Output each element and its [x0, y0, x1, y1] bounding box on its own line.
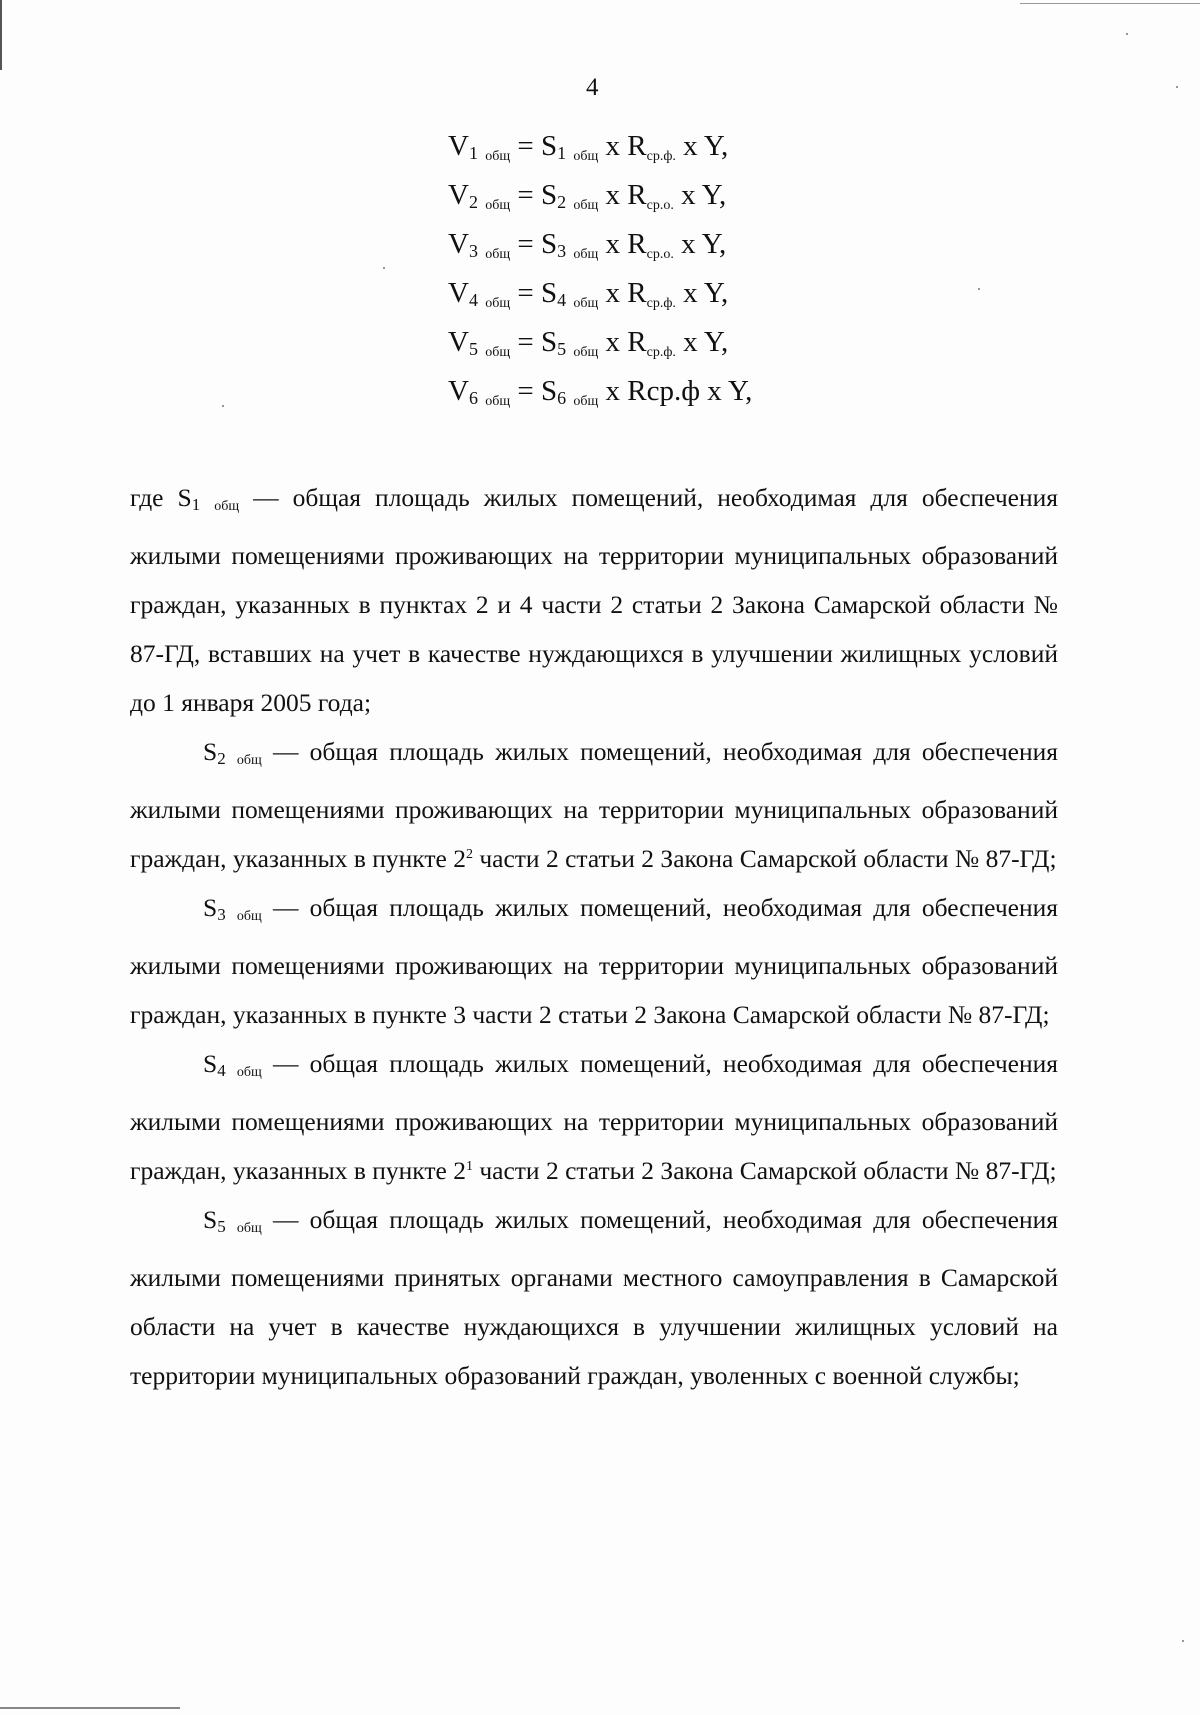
scan-speck — [1126, 33, 1128, 35]
definition-paragraph — [130, 473, 1058, 727]
formula-lhs-symbol: V — [448, 326, 469, 358]
formula-r-symbol: R — [627, 130, 647, 162]
definition-symbol-index: 2 — [217, 749, 226, 768]
formula-tail: x Y, — [673, 228, 727, 260]
scan-edge-top-right — [1020, 3, 1200, 4]
definition-text: — общая площадь жилых помещений, необходимая для обеспечения жилыми помещениями проживающих на территории муниципальных образований граждан, указанных в пункте 2 — [130, 737, 1058, 873]
formula-s-index: 5 — [557, 339, 567, 359]
definition-paragraph — [130, 1195, 1058, 1400]
definition-symbol-sub: общ — [214, 499, 240, 514]
definition-symbol-sub: общ — [236, 909, 262, 924]
definition-paragraph — [130, 727, 1058, 883]
formula-line: V3 $_{общ}$ = S3 $_{общ}$ x $R_{ср.о.}$ x Y, — [448, 228, 727, 262]
formula-r-symbol: Rср.ф — [627, 375, 701, 407]
scan-speck — [1182, 1640, 1184, 1642]
definition-symbol-index: 4 — [217, 1061, 226, 1080]
definition-symbol: S — [203, 737, 218, 766]
scan-edge-bottom-left — [0, 1707, 180, 1709]
scan-speck — [1176, 86, 1178, 88]
formula-r-sub: ср.о. — [646, 198, 674, 213]
definition-symbol-index: 1 — [191, 495, 201, 514]
formula-lhs-symbol: V — [448, 375, 469, 407]
formula-tail: x Y, — [675, 130, 729, 162]
formula-s-index: 1 — [557, 143, 567, 163]
formula-r-symbol: R — [627, 228, 647, 260]
definition-text: — общая площадь жилых помещений, необходимая для обеспечения жилыми помещениями проживающих на территории муниципальных образований граждан, указанных в пункте 3 части 2 статьи 2 Закона Самарской области № 87-ГД; — [130, 893, 1058, 1029]
formula-lhs-symbol: V — [448, 277, 469, 309]
formula-lhs-index: 1 — [468, 143, 478, 163]
formula-s-sub: общ — [573, 198, 599, 213]
formula-lhs-symbol: V — [448, 130, 469, 162]
definition-symbol-sub: общ — [236, 1221, 262, 1236]
formula-s-index: 6 — [557, 388, 567, 408]
formula-s-sub: общ — [573, 149, 599, 164]
definition-symbol-sub: общ — [236, 753, 262, 768]
formula-lhs-symbol: V — [448, 228, 469, 260]
definition-superscript: 2 — [465, 847, 473, 862]
formula-s-symbol: S — [540, 228, 558, 260]
formula-s-sub: общ — [573, 394, 599, 409]
scan-speck — [978, 288, 980, 290]
definition-text: — общая площадь жилых помещений, необходимая для обеспечения жилыми помещениями принятых органами местного самоуправления в Самарской области на учет в качестве нуждающихся в улучшении жилищных условий на территории муниципальных образований граждан, уволенных с военной службы; — [130, 1205, 1058, 1390]
formula-s-symbol: S — [540, 179, 558, 211]
formula-line: V4 $_{общ}$ = S4 $_{общ}$ x $R_{ср.ф.}$ x Y, — [448, 277, 729, 311]
formula-r-symbol: R — [627, 277, 647, 309]
formula-s-sub: общ — [573, 296, 599, 311]
formula-line: V6 $_{общ}$ = S6 $_{общ}$ x Rср.ф x Y, — [448, 375, 753, 409]
definition-symbol-index: 5 — [217, 1217, 226, 1236]
formula-s-index: 4 — [557, 290, 567, 310]
definition-symbol: S — [203, 1205, 218, 1234]
definition-symbol: S — [203, 1049, 218, 1078]
formula-lhs-sub: общ — [485, 247, 511, 262]
scan-speck — [383, 267, 385, 269]
definitions-section — [130, 473, 1058, 1400]
definition-text-tail: части 2 статьи 2 Закона Самарской области № 87-ГД; — [472, 844, 1057, 873]
formula-s-index: 3 — [557, 241, 567, 261]
scan-edge-left — [0, 0, 2, 70]
formula-line: V5 $_{общ}$ = S5 $_{общ}$ x $R_{ср.ф.}$ x Y, — [448, 326, 729, 360]
formula-r-symbol: R — [627, 326, 647, 358]
formula-lhs-index: 2 — [468, 192, 478, 212]
formula-lhs-index: 3 — [468, 241, 478, 261]
definition-symbol-index: 3 — [217, 905, 226, 924]
formula-lhs-index: 5 — [468, 339, 478, 359]
formula-s-sub: общ — [573, 345, 599, 360]
formula-block — [448, 126, 752, 420]
formula-tail: x Y, — [700, 375, 753, 407]
formula-tail: x Y, — [675, 326, 729, 358]
formula-r-sub: ср.ф. — [646, 149, 676, 164]
formula-lhs-index: 4 — [468, 290, 478, 310]
page-number: 4 — [586, 74, 599, 101]
formula-s-sub: общ — [573, 247, 599, 262]
definition-symbol: S — [177, 483, 192, 512]
definition-symbol: S — [203, 893, 218, 922]
formula-line: V2 $_{общ}$ = S2 $_{общ}$ x $R_{ср.о.}$ x Y, — [448, 179, 727, 213]
formula-lhs-index: 6 — [468, 388, 478, 408]
definition-lead: где — [130, 483, 178, 512]
formula-line: V1 $_{общ}$ = S1 $_{общ}$ x $R_{ср.ф.}$ x Y, — [448, 130, 729, 164]
definition-text: — общая площадь жилых помещений, необходимая для обеспечения жилыми помещениями проживающих на территории муниципальных образований граждан, указанных в пунктах 2 и 4 части 2 статьи 2 Закона Самарской области № 87-ГД, вставших на учет в качестве нуждающихся в улучшении жилищных условий до 1 января 2005 года; — [130, 483, 1059, 717]
formula-lhs-sub: общ — [485, 345, 511, 360]
formula-s-symbol: S — [540, 130, 558, 162]
formula-s-symbol: S — [540, 375, 558, 407]
formula-s-symbol: S — [540, 277, 558, 309]
formula-r-symbol: R — [627, 179, 647, 211]
formula-s-index: 2 — [557, 192, 567, 212]
formula-tail: x Y, — [675, 277, 729, 309]
definition-text: — общая площадь жилых помещений, необходимая для обеспечения жилыми помещениями проживающих на территории муниципальных образований граждан, указанных в пункте 2 — [130, 1049, 1058, 1185]
definition-paragraph — [130, 1039, 1058, 1195]
formula-r-sub: ср.ф. — [646, 296, 676, 311]
definition-text-tail: части 2 статьи 2 Закона Самарской области № 87-ГД; — [472, 1156, 1057, 1185]
formula-lhs-sub: общ — [485, 198, 511, 213]
formula-lhs-symbol: V — [448, 179, 469, 211]
formula-r-sub: ср.ф. — [646, 345, 676, 360]
formula-tail: x Y, — [673, 179, 727, 211]
definition-superscript: 1 — [465, 1159, 473, 1174]
definition-paragraph — [130, 883, 1058, 1039]
scan-speck — [222, 405, 224, 407]
definition-symbol-sub: общ — [236, 1065, 262, 1080]
formula-lhs-sub: общ — [485, 394, 511, 409]
formula-r-sub: ср.о. — [646, 247, 674, 262]
formula-lhs-sub: общ — [485, 296, 511, 311]
formula-s-symbol: S — [540, 326, 558, 358]
formula-lhs-sub: общ — [485, 149, 511, 164]
